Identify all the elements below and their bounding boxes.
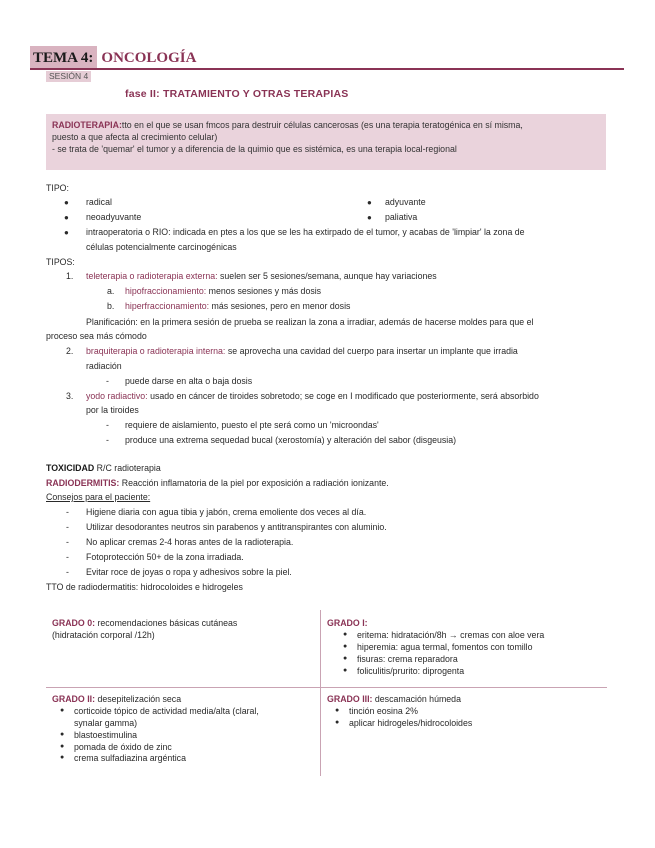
grado-2-item: ● pomada de óxido de zinc [52,742,314,754]
title-tema: TEMA 4: [30,46,97,69]
grado-3-text: descamación húmeda [372,694,461,704]
session-label: SESIÓN 4 [46,71,91,82]
toxicidad-text: R/C radioterapia [94,463,161,473]
consejo-item: Utilizar desodorantes neutros sin parabenos y antitranspirantes con aluminio. [86,522,387,532]
tipos-item1a-term: hipofraccionamiento: [125,286,207,296]
bullet-icon: ● [64,198,69,207]
grado-2-text: desepitelización seca [95,694,182,704]
dash-icon: - [106,420,109,430]
tipo-left-0: radical [86,197,112,207]
tipos-item2 [86,346,518,358]
bullet-icon: ● [64,213,69,222]
grado-3-cell [327,694,605,730]
tipos-item2-term: braquiterapia o radioterapia interna: [86,346,226,356]
consejos-heading: Consejos para el paciente: [46,492,151,502]
tipos-plan-line1: Planificación: en la primera sesión de prueba se realizan la zona a irradiar, además de hacerse moldes para que el [86,317,534,327]
tipos-item3-sub2: produce una extrema sequedad bucal (xerostomía) y alteración del sabor (disgeusia) [125,435,457,445]
tipos-item1-text: suelen ser 5 sesiones/semana, aunque hay variaciones [217,271,437,281]
table-divider-horizontal [46,687,607,688]
grado-3-item: ● aplicar hidrogeles/hidrocoloides [327,718,605,730]
radioterapia-line2: puesto a que afecta al crecimiento celular) [52,131,218,142]
grado-1-item: ● eritema: hidratación/8h → cremas con aloe vera [335,630,605,642]
bullet-icon: ● [367,198,372,207]
radiodermitis-line [46,478,389,490]
grado-2-item: ● crema sulfadiazina argéntica [52,753,314,765]
grado-2-label: GRADO II: [52,694,96,704]
consejo-item: Evitar roce de joyas o ropa y adhesivos sobre la piel. [86,567,292,577]
phase-heading: fase II: TRATAMIENTO Y OTRAS TERAPIAS [125,88,349,100]
grados-table [46,610,607,776]
tipos-item1b [125,301,350,313]
tipos-item3-num: 3. [66,391,74,401]
tipos-plan-line2: proceso sea más cómodo [46,331,147,341]
grado-2-cell [52,694,314,765]
tipos-item2-sub: puede darse en alta o baja dosis [125,376,253,386]
grado-0-label: GRADO 0: [52,618,96,628]
tipo-heading: TIPO: [46,183,69,193]
radioterapia-line1: tto en el que se usan fmcos para destruir células cancerosas (es una terapia teratogénica en sí misma, [121,120,523,130]
radioterapia-line3: - se trata de 'quemar' el tumor y a diferencia de la quimio que es sistémica, es una terapia local-regional [52,143,457,154]
tipos-item1a [125,286,321,298]
radiodermitis-label: RADIODERMITIS: [46,478,120,488]
page-title [30,46,196,68]
consejo-item: Higiene diaria con agua tibia y jabón, crema emoliente dos veces al día. [86,507,367,517]
tipos-item1a-num: a. [107,286,115,296]
grado-2-item: ● blastoestimulina [52,730,314,742]
tipos-item3-wrap: por la tiroides [86,405,139,415]
consejo-item: Fotoprotección 50+ de la zona irradiada. [86,552,244,562]
tipos-item2-num: 2. [66,346,74,356]
bullet-icon: ● [367,213,372,222]
tipos-item2-text: se aprovecha una cavidad del cuerpo para insertar un implante que irradia [225,346,518,356]
bullet-icon: ● [64,228,69,237]
tipos-item3-term: yodo radiactivo: [86,391,148,401]
dash-icon: - [66,507,69,517]
grado-1-item: ● hiperemia: agua termal, fomentos con tomillo [335,642,605,654]
toxicidad-label: TOXICIDAD [46,463,95,473]
tipos-item3 [86,391,539,403]
radioterapia-label: RADIOTERAPIA: [52,120,122,130]
dash-icon: - [106,376,109,386]
grado-2-item-wrap: synalar gamma) [74,717,138,728]
grado-0-text: recomendaciones básicas cutáneas [95,618,238,628]
dash-icon: - [106,435,109,445]
tipos-item1 [86,271,437,283]
grado-1-cell [327,618,605,677]
dash-icon: - [66,522,69,532]
tipo-right-0: adyuvante [385,197,426,207]
tipos-item1a-text: menos sesiones y más dosis [206,286,322,296]
tipos-item3-text: usado en cáncer de tiroides sobretodo; se coge en I modificado que posteriormente, será absorbido [147,391,539,401]
dash-icon: - [66,567,69,577]
consejo-item: No aplicar cremas 2-4 horas antes de la radioterapia. [86,537,294,547]
tipo-right-1: paliativa [385,212,418,222]
tipos-item1-term: teleterapia o radioterapia externa: [86,271,218,281]
tto-line: TTO de radiodermatitis: hidrocoloides e hidrogeles [46,582,243,592]
grado-0-line2: (hidratación corporal /12h) [52,629,155,640]
tipos-item1-num: 1. [66,271,74,281]
dash-icon: - [66,552,69,562]
grado-0-cell [52,618,314,642]
tipos-item1b-term: hiperfraccionamiento: [125,301,210,311]
title-subject: ONCOLOGÍA [101,50,197,66]
grado-2-item: ● corticoide tópico de actividad media/alta (claral, [52,706,314,718]
table-divider-vertical [320,610,321,776]
radiodermitis-text: Reacción inflamatoria de la piel por exposición a radiación ionizante. [119,478,389,488]
title-divider [30,68,624,70]
toxicidad-line [46,463,161,475]
tipo-left-1: neoadyuvante [86,212,142,222]
tipos-item2-wrap: radiación [86,361,122,371]
grado-1-item: ● fisuras: crema reparadora [335,654,605,666]
grado-1-label: GRADO I: [327,618,368,628]
tipo-intra-line1: intraoperatoria o RIO: indicada en ptes a los que se les ha extirpado de el tumor, y acabas de 'limpiar' la zona de [86,227,525,237]
grado-3-item: ● tinción eosina 2% [327,706,605,718]
tipos-item1b-num: b. [107,301,115,311]
tipos-item1b-text: más sesiones, pero en menor dosis [209,301,351,311]
grado-3-label: GRADO III: [327,694,373,704]
tipo-intra-line2: células potencialmente carcinogénicas [86,242,237,252]
tipos-item3-sub1: requiere de aislamiento, puesto el pte será como un 'microondas' [125,420,379,430]
grado-1-item: ● foliculitis/prurito: diprogenta [335,666,605,678]
tipos-heading: TIPOS: [46,257,75,267]
dash-icon: - [66,537,69,547]
radioterapia-box [46,114,606,170]
